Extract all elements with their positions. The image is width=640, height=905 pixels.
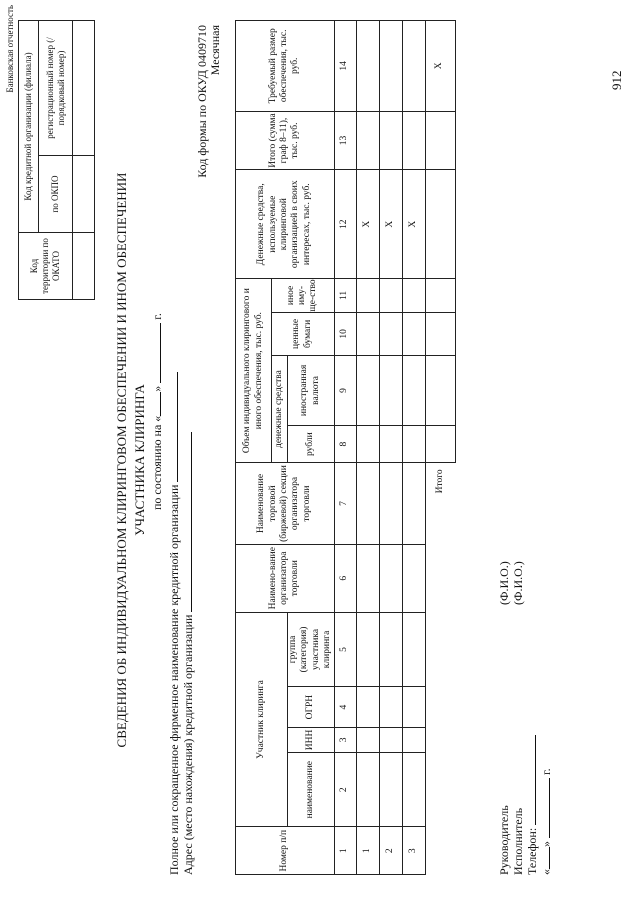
cell[interactable] — [402, 727, 425, 752]
date-suffix: г. — [150, 313, 164, 320]
col-number: 4 — [334, 687, 356, 728]
col-header-required: Требуемый размер обеспечения, тыс. руб. — [236, 21, 335, 112]
cell[interactable] — [379, 279, 402, 313]
col-header-inn: ИНН — [288, 727, 335, 752]
bank-code-group-header: Код кредитной организации (филиала) — [19, 21, 39, 233]
okato-value[interactable] — [73, 233, 95, 300]
cell[interactable] — [356, 111, 379, 170]
cell[interactable] — [425, 279, 455, 313]
date-day-field[interactable] — [160, 392, 161, 416]
regnum-header: регистрационный номер (/порядковый номер) — [39, 21, 73, 156]
cell[interactable] — [356, 355, 379, 425]
col-number: 7 — [334, 463, 356, 544]
cell[interactable] — [356, 463, 379, 544]
head-label: Руководитель — [497, 805, 511, 875]
cell[interactable] — [356, 752, 379, 827]
column-number-row — [334, 21, 356, 875]
sign-date-prefix: « — [539, 869, 553, 875]
cell[interactable] — [425, 426, 455, 463]
org-address-label: Адрес (место нахождения) кредитной организации — [181, 614, 195, 875]
form-title: СВЕДЕНИЯ ОБ ИНДИВИДУАЛЬНОМ КЛИРИНГОВОМ ОБЕСПЕЧЕНИИ И ИНОМ ОБЕСПЕЧЕНИИ — [114, 172, 129, 748]
bank-reporting-caption: Банковская отчетность — [5, 5, 15, 93]
cell[interactable] — [402, 463, 425, 544]
cell[interactable] — [379, 727, 402, 752]
cell[interactable] — [402, 312, 425, 355]
col-header-total: Итого (сумма граф 8–11), тыс. руб. — [236, 111, 335, 170]
cell[interactable] — [379, 752, 402, 827]
col-number: 8 — [334, 426, 356, 463]
col-header-ogrn: ОГРН — [288, 687, 335, 728]
col-number: 11 — [334, 279, 356, 313]
cell[interactable] — [356, 279, 379, 313]
date-prefix: по состоянию на « — [150, 415, 164, 510]
cell[interactable] — [425, 170, 455, 279]
phone-line — [526, 735, 540, 875]
col-number: 12 — [334, 170, 356, 279]
cell[interactable] — [402, 687, 425, 728]
own-funds-cell: X — [379, 170, 402, 279]
col-header-num: Номер п/п — [236, 827, 335, 875]
cell[interactable] — [379, 21, 402, 112]
col-number: 1 — [334, 827, 356, 875]
col-number: 13 — [334, 111, 356, 170]
own-funds-cell: X — [402, 170, 425, 279]
org-name-field[interactable] — [177, 372, 178, 482]
executor-label: Исполнитель — [511, 807, 525, 875]
org-name-label: Полное или сокращенное фирменное наименование кредитной организации — [167, 484, 181, 875]
cell[interactable] — [402, 544, 425, 612]
col-header-rub: рубли — [288, 426, 335, 463]
row-number: 3 — [402, 827, 425, 875]
col-header-participant: Участник клиринга — [236, 612, 288, 827]
cell[interactable] — [379, 426, 402, 463]
cell[interactable] — [356, 312, 379, 355]
executor-fio: (Ф.И.О.) — [511, 561, 525, 605]
cell[interactable] — [379, 355, 402, 425]
total-row — [425, 21, 455, 875]
row-number: 2 — [379, 827, 402, 875]
col-number: 3 — [334, 727, 356, 752]
col-number: 5 — [334, 612, 356, 687]
col-header-org-name: Наимено-вание организатора торговли — [236, 544, 335, 612]
table-row — [402, 21, 425, 875]
org-address-line — [182, 315, 196, 875]
date-mid: » — [150, 385, 164, 392]
okpo-header: по ОКПО — [39, 156, 73, 233]
cell[interactable] — [379, 687, 402, 728]
cell[interactable] — [402, 21, 425, 112]
row-number: 1 — [356, 827, 379, 875]
cell[interactable] — [379, 111, 402, 170]
cell[interactable] — [402, 752, 425, 827]
sign-date-month-field[interactable] — [549, 778, 550, 838]
page-number: 912 — [609, 70, 624, 90]
cell[interactable] — [379, 463, 402, 544]
cell[interactable] — [356, 727, 379, 752]
phone-field[interactable] — [535, 735, 536, 825]
col-header-cash: денежные средства — [272, 355, 288, 462]
cell[interactable] — [356, 426, 379, 463]
form-title-line2: УЧАСТНИКА КЛИРИНГА — [132, 384, 147, 536]
col-header-name: наименование — [288, 752, 335, 827]
total-required-cell: X — [425, 21, 455, 112]
cell[interactable] — [402, 355, 425, 425]
cell[interactable] — [379, 312, 402, 355]
col-number: 10 — [334, 312, 356, 355]
sign-date-mid: » — [539, 841, 553, 847]
own-funds-cell: X — [356, 170, 379, 279]
cell[interactable] — [379, 612, 402, 687]
col-header-own-funds: Денежные средства, используемые клиринговой организацией в своих интересах, тыс. руб. — [236, 170, 335, 279]
col-header-section: Наименование торговой (биржевой) секции организатора торговли — [236, 463, 335, 544]
report-date-line — [151, 313, 165, 510]
table-row — [379, 21, 402, 875]
okato-header: Код территории по ОКАТО — [19, 233, 73, 300]
sign-date-suffix: г. — [539, 768, 553, 775]
cell[interactable] — [356, 21, 379, 112]
regnum-value[interactable] — [73, 21, 95, 156]
cell[interactable] — [425, 355, 455, 425]
col-number: 2 — [334, 752, 356, 827]
head-fio: (Ф.И.О.) — [497, 561, 511, 605]
date-month-field[interactable] — [160, 323, 161, 383]
report-periodicity: Месячная — [208, 25, 222, 76]
cell[interactable] — [356, 612, 379, 687]
col-header-volume: Объем индивидуального клирингового и иного обеспечения, тыс. руб. — [236, 279, 272, 463]
cell[interactable] — [402, 279, 425, 313]
phone-label: Телефон: — [525, 827, 539, 875]
main-table — [235, 20, 456, 875]
okpo-value[interactable] — [73, 156, 95, 233]
col-header-securities: ценные бумаги — [272, 312, 335, 355]
col-number: 9 — [334, 355, 356, 425]
cell[interactable] — [379, 544, 402, 612]
okud-code: Код формы по ОКУД 0409710 — [195, 25, 209, 178]
cell[interactable] — [402, 426, 425, 463]
org-name-line — [168, 315, 182, 875]
total-label: Итого — [425, 463, 455, 875]
col-number: 6 — [334, 544, 356, 612]
cell[interactable] — [425, 111, 455, 170]
col-header-other: иное иму-ще-ство — [272, 279, 335, 313]
bank-code-table — [18, 20, 95, 300]
col-header-group: группа (категория) участника клиринга — [288, 612, 335, 687]
table-row — [356, 21, 379, 875]
cell[interactable] — [425, 312, 455, 355]
cell[interactable] — [402, 612, 425, 687]
sign-date-day-field[interactable] — [549, 847, 550, 869]
col-number: 14 — [334, 21, 356, 112]
cell[interactable] — [356, 687, 379, 728]
cell[interactable] — [356, 544, 379, 612]
sign-date-line — [540, 768, 554, 875]
cell[interactable] — [402, 111, 425, 170]
org-address-field[interactable] — [191, 432, 192, 612]
col-header-fx: иностранная валюта — [288, 355, 335, 425]
